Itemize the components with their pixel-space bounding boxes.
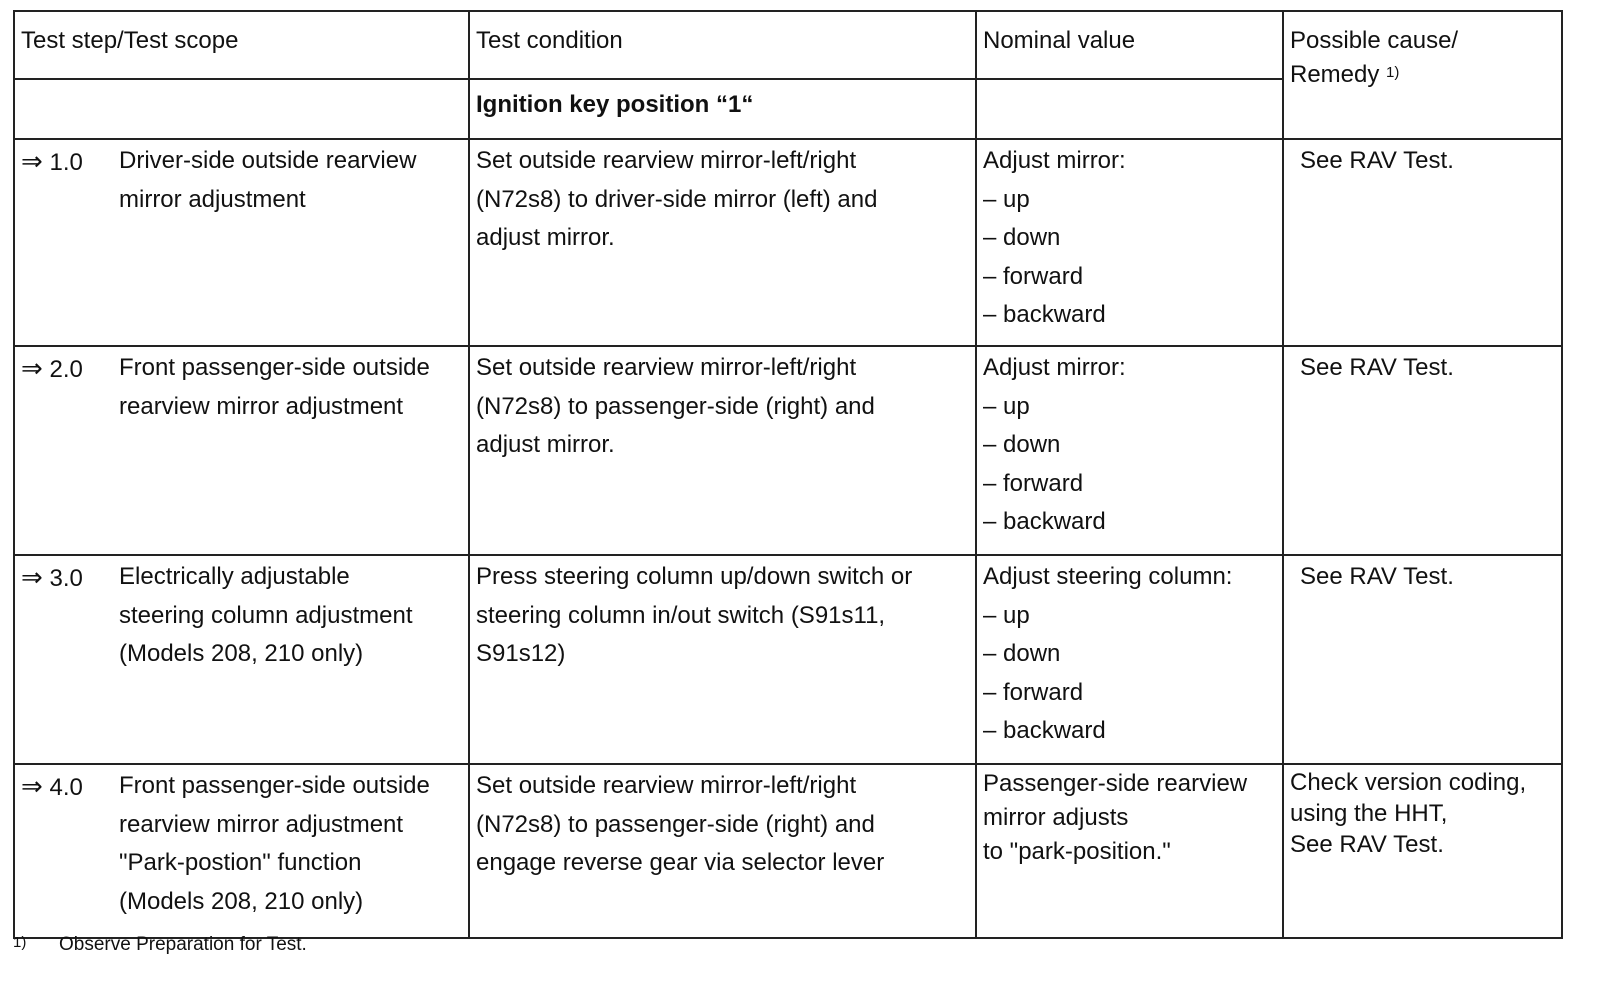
nominal-line: – down (983, 640, 1061, 667)
nominal-line: – up (983, 185, 1030, 213)
condition-cell (469, 139, 976, 346)
condition-line: adjust mirror. (476, 224, 615, 251)
arrow-right-icon: ⇒ (21, 562, 43, 592)
condition-line: S91s12) (476, 640, 566, 667)
header-remedy-label: Remedy (1290, 61, 1380, 88)
remedy-line: See RAV Test. (1300, 563, 1454, 590)
header-test-condition-label: Test condition (476, 27, 623, 54)
condition-line: (N72s8) to passenger-side (right) and (476, 810, 875, 838)
condition-line: (N72s8) to passenger-side (right) and (476, 392, 875, 420)
table-row (14, 555, 1562, 764)
nominal-line: – backward (983, 508, 1106, 535)
step-cell (14, 346, 469, 555)
header-test-step-label: Test step/Test scope (21, 27, 239, 54)
footnote-text: Observe Preparation for Test. (59, 934, 307, 955)
scope-line: (Models 208, 210 only) (119, 640, 364, 667)
step-cell (14, 555, 469, 764)
condition-line: engage reverse gear via selector lever (476, 849, 885, 876)
step-scope (119, 349, 430, 426)
header-footnote-ref: 1) (1386, 64, 1400, 81)
arrow-right-icon: ⇒ (21, 771, 43, 801)
header-possible-cause-label: Possible cause/ (1290, 27, 1459, 54)
nominal-line: – forward (983, 469, 1084, 497)
condition-line: Set outside rearview mirror-left/right (476, 772, 857, 799)
step-scope (119, 767, 430, 921)
condition-cell (469, 555, 976, 764)
step-cell (14, 764, 469, 938)
remedy-line: See RAV Test. (1290, 831, 1444, 858)
ignition-key-label: Ignition key position “1“ (476, 91, 754, 118)
arrow-right-icon: ⇒ (21, 146, 43, 176)
scope-line: "Park-postion" function (119, 849, 362, 876)
remedy-line: See RAV Test. (1300, 147, 1454, 174)
table-row (14, 346, 1562, 555)
nominal-line: – down (983, 224, 1061, 251)
header-nominal-value-label: Nominal value (983, 27, 1136, 54)
remedy-cell (1283, 139, 1562, 346)
header-row (14, 11, 1562, 79)
nominal-line: Adjust mirror: (983, 147, 1126, 174)
subheader-empty-3 (976, 79, 1283, 139)
footnote (13, 934, 307, 956)
scope-line: rearview mirror adjustment (119, 392, 404, 420)
step-number: 1.0 (49, 149, 83, 176)
test-procedure-table (13, 10, 1563, 939)
header-possible-cause (1283, 11, 1562, 139)
remedy-line: Check version coding, (1290, 769, 1527, 796)
nominal-line: – forward (983, 678, 1084, 706)
condition-cell (469, 346, 976, 555)
remedy-line: See RAV Test. (1300, 354, 1454, 381)
table-row (14, 139, 1562, 346)
nominal-cell (976, 346, 1283, 555)
condition-cell (469, 764, 976, 938)
subheader-ignition (469, 79, 976, 139)
scope-line: Electrically adjustable (119, 563, 350, 590)
remedy-cell (1283, 764, 1562, 938)
nominal-line: Passenger-side rearview (983, 770, 1248, 797)
remedy-cell (1283, 555, 1562, 764)
header-test-condition (469, 11, 976, 79)
remedy-line: using the HHT, (1290, 800, 1448, 827)
nominal-line: Adjust steering column: (983, 563, 1233, 590)
nominal-line: mirror adjusts (983, 804, 1129, 831)
condition-line: steering column in/out switch (S91s11, (476, 601, 886, 629)
step-number: 3.0 (49, 565, 83, 592)
scope-line: mirror adjustment (119, 185, 306, 213)
header-test-step (14, 11, 469, 79)
remedy-cell (1283, 346, 1562, 555)
nominal-line: – up (983, 601, 1030, 629)
scope-line: rearview mirror adjustment (119, 810, 404, 838)
nominal-line: – up (983, 392, 1030, 420)
nominal-cell (976, 555, 1283, 764)
nominal-line: to "park-position." (983, 838, 1171, 865)
nominal-line: – down (983, 431, 1061, 458)
scope-line: (Models 208, 210 only) (119, 887, 364, 915)
nominal-line: – backward (983, 301, 1106, 328)
header-nominal-value (976, 11, 1283, 79)
step-scope (119, 142, 416, 219)
nominal-line: – backward (983, 717, 1106, 744)
subheader-empty-1 (14, 79, 469, 139)
nominal-cell (976, 764, 1283, 938)
scope-line: steering column adjustment (119, 601, 413, 629)
test-table-page (13, 10, 1561, 939)
nominal-line: Adjust mirror: (983, 354, 1126, 381)
footnote-mark: 1) (13, 934, 27, 951)
table-row (14, 764, 1562, 938)
condition-line: Set outside rearview mirror-left/right (476, 354, 857, 381)
scope-line: Front passenger-side outside (119, 354, 430, 381)
scope-line: Front passenger-side outside (119, 772, 430, 799)
step-number: 2.0 (49, 356, 83, 383)
step-scope (119, 558, 412, 674)
step-cell (14, 139, 469, 346)
nominal-cell (976, 139, 1283, 346)
arrow-right-icon: ⇒ (21, 353, 43, 383)
condition-line: Set outside rearview mirror-left/right (476, 147, 857, 174)
condition-line: Press steering column up/down switch or (476, 563, 913, 590)
nominal-line: – forward (983, 262, 1084, 290)
condition-line: (N72s8) to driver-side mirror (left) and (476, 185, 878, 213)
condition-line: adjust mirror. (476, 431, 615, 458)
step-number: 4.0 (49, 774, 83, 801)
scope-line: Driver-side outside rearview (119, 147, 417, 174)
